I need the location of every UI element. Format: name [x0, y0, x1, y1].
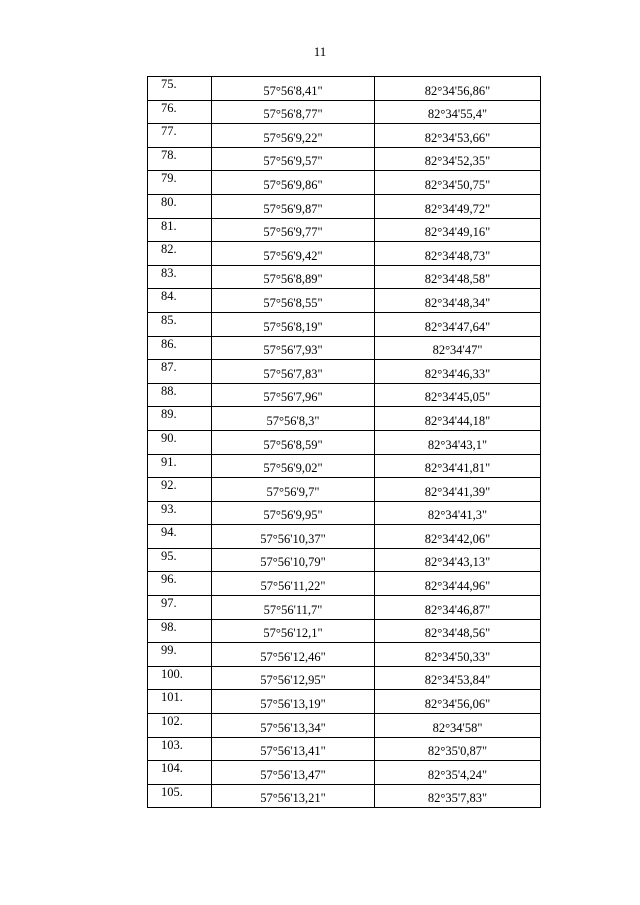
latitude-cell: 57°56'12,1": [212, 619, 375, 643]
table-row: [148, 407, 541, 431]
longitude-cell: 82°34'53,84": [375, 666, 541, 690]
table-row: [148, 100, 541, 124]
longitude-cell: 82°34'44,18": [375, 407, 541, 431]
latitude-cell: 57°56'8,89": [212, 265, 375, 289]
longitude-cell: 82°34'41,3": [375, 501, 541, 525]
point-number-cell: 78.: [148, 147, 212, 171]
latitude-cell: 57°56'9,87": [212, 194, 375, 218]
longitude-cell: 82°34'41,81": [375, 454, 541, 478]
page-number: 11: [313, 44, 327, 59]
longitude-cell: 82°34'56,06": [375, 690, 541, 714]
table-row: [148, 572, 541, 596]
point-number-cell: 76.: [148, 100, 212, 124]
point-number-cell: 86.: [148, 336, 212, 360]
point-number-cell: 80.: [148, 194, 212, 218]
table-row: [148, 218, 541, 242]
longitude-cell: 82°34'53,66": [375, 124, 541, 148]
longitude-cell: 82°34'50,75": [375, 171, 541, 195]
longitude-cell: 82°34'44,96": [375, 572, 541, 596]
point-number-cell: 82.: [148, 242, 212, 266]
table-row: [148, 666, 541, 690]
table-row: [148, 478, 541, 502]
table-row: [148, 784, 541, 808]
longitude-cell: 82°34'47,64": [375, 312, 541, 336]
point-number-cell: 99.: [148, 643, 212, 667]
longitude-cell: 82°34'42,06": [375, 525, 541, 549]
table-row: [148, 643, 541, 667]
point-number-cell: 103.: [148, 737, 212, 761]
latitude-cell: 57°56'13,19": [212, 690, 375, 714]
table-row: [148, 171, 541, 195]
latitude-cell: 57°56'8,19": [212, 312, 375, 336]
longitude-cell: 82°34'49,72": [375, 194, 541, 218]
table-row: [148, 548, 541, 572]
longitude-cell: 82°35'4,24": [375, 761, 541, 785]
point-number-cell: 105.: [148, 784, 212, 808]
point-number-cell: 84.: [148, 289, 212, 313]
point-number-cell: 85.: [148, 312, 212, 336]
point-number-cell: 94.: [148, 525, 212, 549]
latitude-cell: 57°56'7,96": [212, 383, 375, 407]
latitude-cell: 57°56'8,55": [212, 289, 375, 313]
longitude-cell: 82°35'7,83": [375, 784, 541, 808]
longitude-cell: 82°34'48,58": [375, 265, 541, 289]
longitude-cell: 82°34'50,33": [375, 643, 541, 667]
table-row: [148, 360, 541, 384]
latitude-cell: 57°56'8,41": [212, 77, 375, 101]
point-number-cell: 93.: [148, 501, 212, 525]
coordinates-table: [147, 76, 541, 808]
latitude-cell: 57°56'9,86": [212, 171, 375, 195]
latitude-cell: 57°56'13,34": [212, 714, 375, 738]
latitude-cell: 57°56'8,3": [212, 407, 375, 431]
latitude-cell: 57°56'9,95": [212, 501, 375, 525]
latitude-cell: 57°56'7,93": [212, 336, 375, 360]
point-number-cell: 88.: [148, 383, 212, 407]
longitude-cell: 82°34'55,4": [375, 100, 541, 124]
point-number-cell: 79.: [148, 171, 212, 195]
point-number-cell: 96.: [148, 572, 212, 596]
point-number-cell: 104.: [148, 761, 212, 785]
longitude-cell: 82°34'56,86": [375, 77, 541, 101]
table-row: [148, 336, 541, 360]
point-number-cell: 100.: [148, 666, 212, 690]
point-number-cell: 102.: [148, 714, 212, 738]
longitude-cell: 82°34'48,73": [375, 242, 541, 266]
latitude-cell: 57°56'9,57": [212, 147, 375, 171]
table-row: [148, 501, 541, 525]
coordinates-table-body: [148, 77, 541, 808]
longitude-cell: 82°34'48,34": [375, 289, 541, 313]
longitude-cell: 82°34'43,1": [375, 430, 541, 454]
point-number-cell: 87.: [148, 360, 212, 384]
table-row: [148, 430, 541, 454]
point-number-cell: 81.: [148, 218, 212, 242]
longitude-cell: 82°35'0,87": [375, 737, 541, 761]
latitude-cell: 57°56'8,77": [212, 100, 375, 124]
longitude-cell: 82°34'58": [375, 714, 541, 738]
latitude-cell: 57°56'10,79": [212, 548, 375, 572]
longitude-cell: 82°34'49,16": [375, 218, 541, 242]
latitude-cell: 57°56'13,41": [212, 737, 375, 761]
longitude-cell: 82°34'47": [375, 336, 541, 360]
longitude-cell: 82°34'43,13": [375, 548, 541, 572]
longitude-cell: 82°34'45,05": [375, 383, 541, 407]
table-row: [148, 265, 541, 289]
latitude-cell: 57°56'7,83": [212, 360, 375, 384]
latitude-cell: 57°56'9,02": [212, 454, 375, 478]
longitude-cell: 82°34'46,87": [375, 596, 541, 620]
table-row: [148, 289, 541, 313]
point-number-cell: 95.: [148, 548, 212, 572]
latitude-cell: 57°56'9,22": [212, 124, 375, 148]
latitude-cell: 57°56'13,47": [212, 761, 375, 785]
longitude-cell: 82°34'48,56": [375, 619, 541, 643]
table-row: [148, 124, 541, 148]
latitude-cell: 57°56'12,95": [212, 666, 375, 690]
latitude-cell: 57°56'9,42": [212, 242, 375, 266]
table-row: [148, 194, 541, 218]
longitude-cell: 82°34'46,33": [375, 360, 541, 384]
latitude-cell: 57°56'12,46": [212, 643, 375, 667]
table-row: [148, 619, 541, 643]
latitude-cell: 57°56'10,37": [212, 525, 375, 549]
latitude-cell: 57°56'9,7": [212, 478, 375, 502]
table-row: [148, 714, 541, 738]
table-row: [148, 596, 541, 620]
latitude-cell: 57°56'9,77": [212, 218, 375, 242]
point-number-cell: 83.: [148, 265, 212, 289]
latitude-cell: 57°56'11,22": [212, 572, 375, 596]
latitude-cell: 57°56'13,21": [212, 784, 375, 808]
point-number-cell: 91.: [148, 454, 212, 478]
point-number-cell: 89.: [148, 407, 212, 431]
table-row: [148, 147, 541, 171]
table-row: [148, 242, 541, 266]
latitude-cell: 57°56'11,7": [212, 596, 375, 620]
table-row: [148, 312, 541, 336]
latitude-cell: 57°56'8,59": [212, 430, 375, 454]
point-number-cell: 98.: [148, 619, 212, 643]
table-row: [148, 737, 541, 761]
longitude-cell: 82°34'41,39": [375, 478, 541, 502]
point-number-cell: 75.: [148, 77, 212, 101]
table-row: [148, 761, 541, 785]
table-row: [148, 77, 541, 101]
longitude-cell: 82°34'52,35": [375, 147, 541, 171]
table-row: [148, 383, 541, 407]
point-number-cell: 90.: [148, 430, 212, 454]
point-number-cell: 92.: [148, 478, 212, 502]
point-number-cell: 77.: [148, 124, 212, 148]
table-row: [148, 454, 541, 478]
point-number-cell: 101.: [148, 690, 212, 714]
table-row: [148, 690, 541, 714]
point-number-cell: 97.: [148, 596, 212, 620]
table-row: [148, 525, 541, 549]
